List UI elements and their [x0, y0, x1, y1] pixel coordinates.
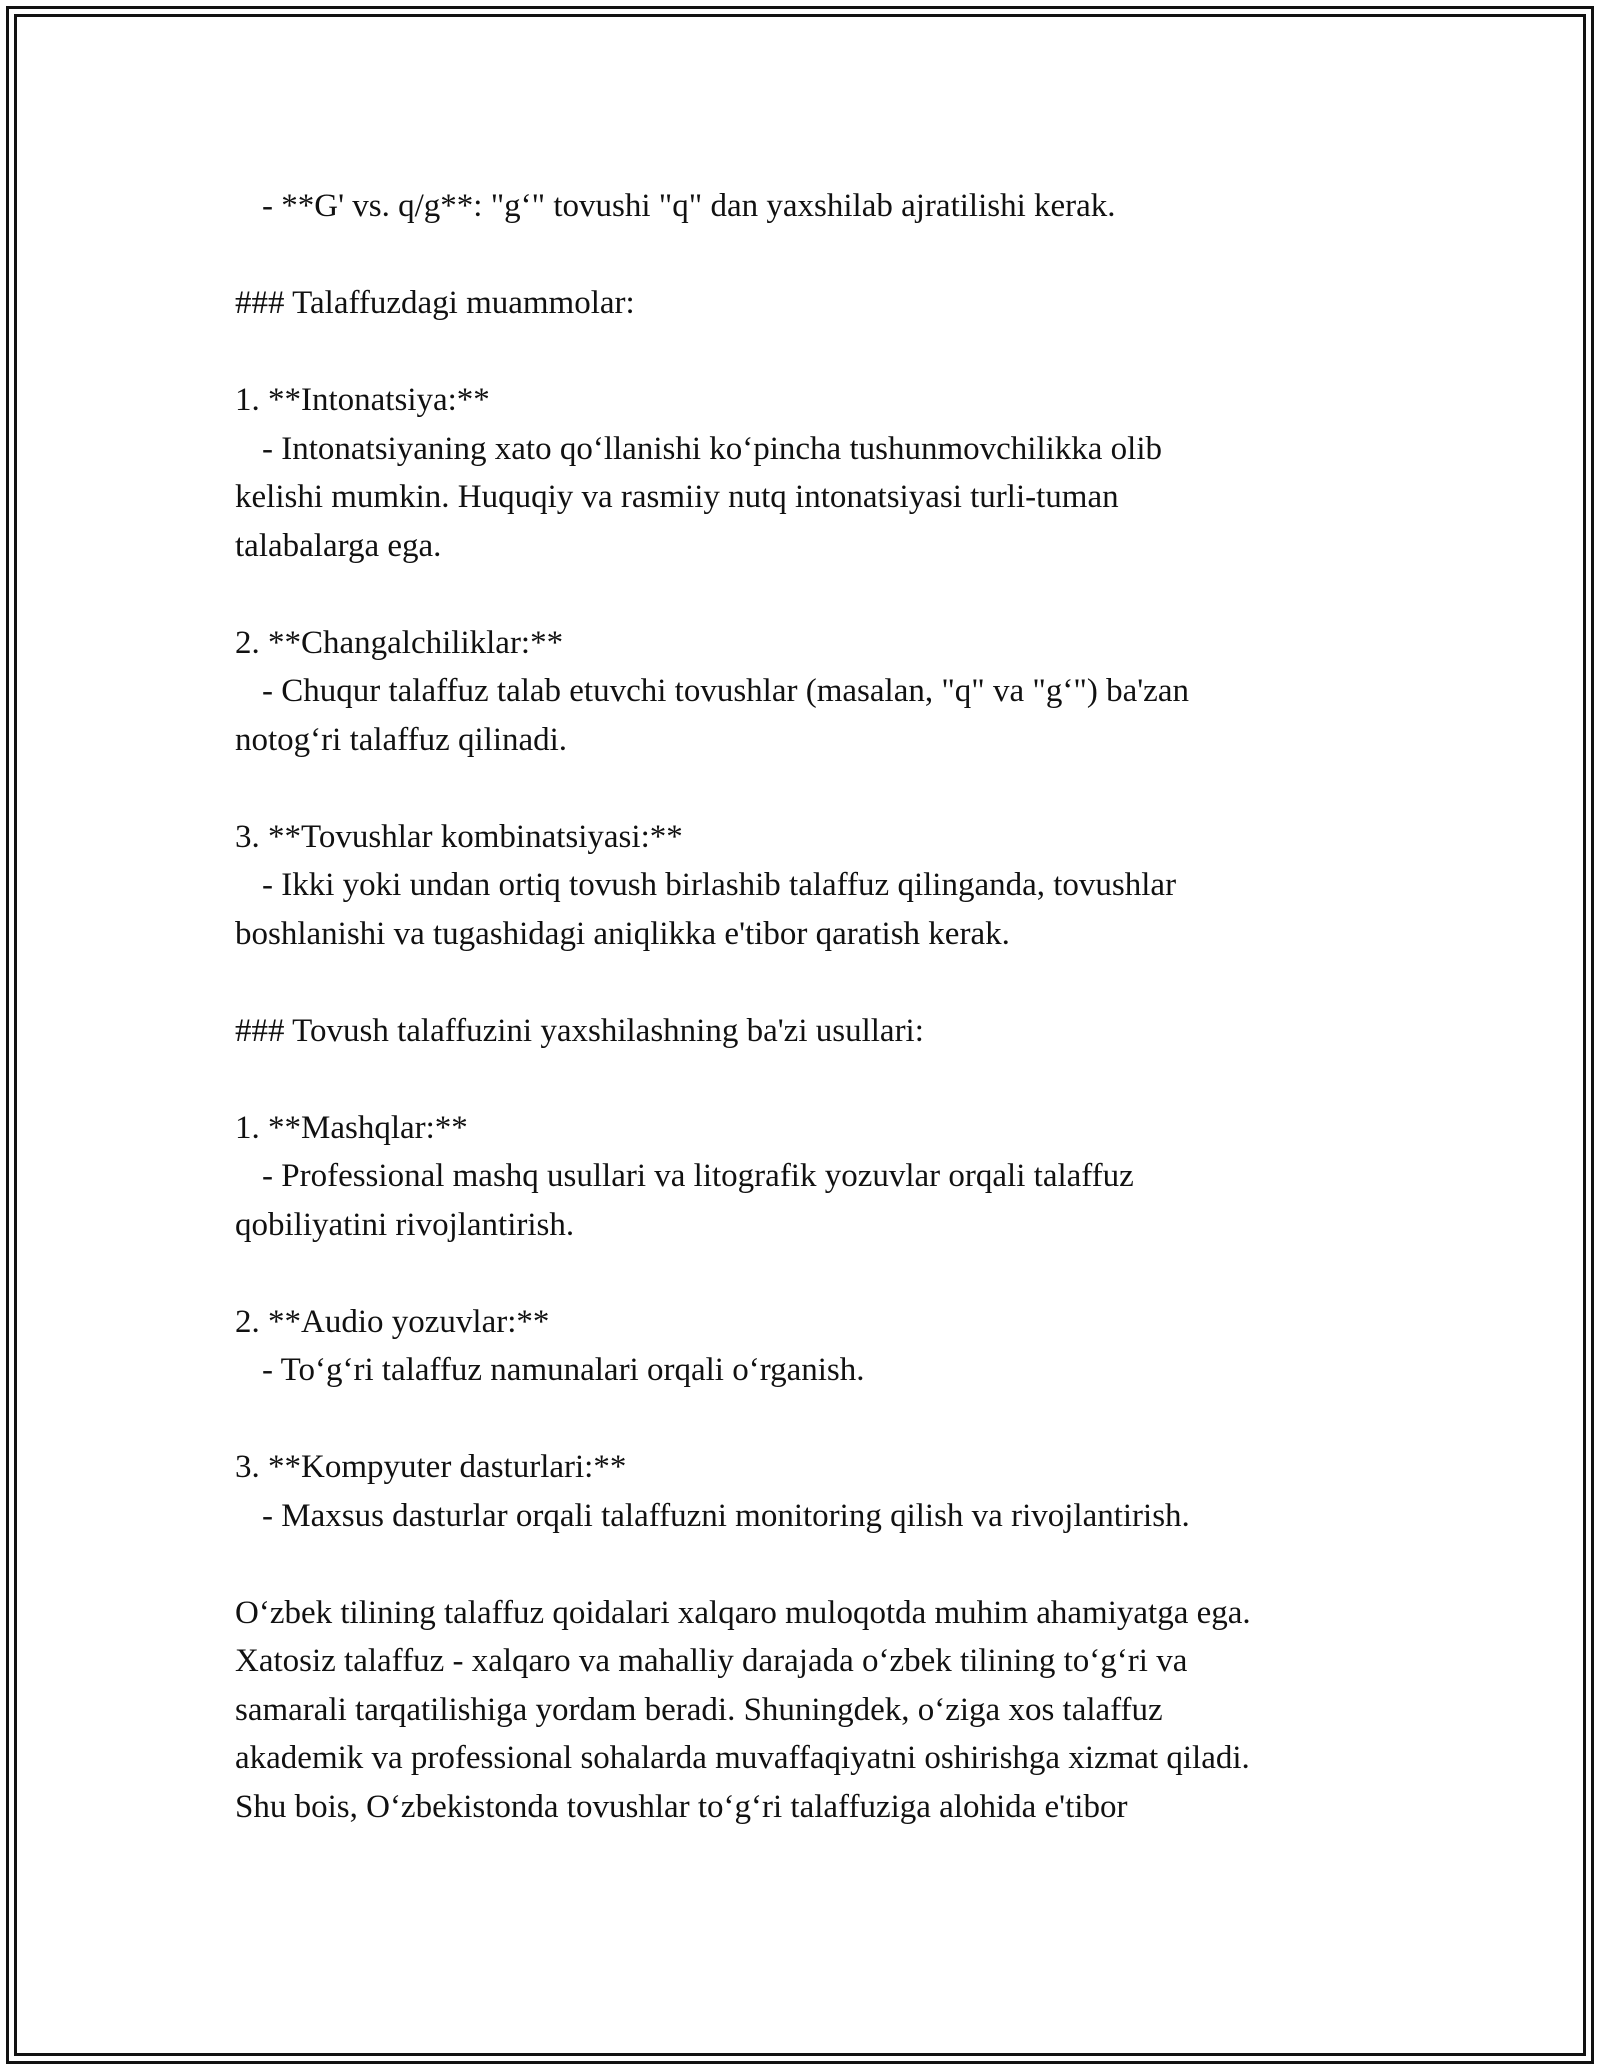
bullet-line: - Professional mashq usullari va litografik yozuvlar orqali talaffuz	[262, 1158, 1134, 1194]
bullet-line: - Intonatsiyaning xato qo‘llanishi ko‘pincha tushunmovchilikka olib	[262, 430, 1163, 467]
paragraph-line: Shu bois, O‘zbekistonda tovushlar to‘g‘ri talaffuziga alohida e'tibor	[235, 1788, 1128, 1825]
bullet-continuation: notog‘ri talaffuz qilinadi.	[235, 721, 568, 758]
bullet-continuation: kelishi mumkin. Huquqiy va rasmiiy nutq intonatsiyasi turli-tuman	[235, 479, 1119, 515]
numbered-item: 1. **Mashqlar:**	[235, 1109, 468, 1146]
numbered-item: 2. **Audio yozuvlar:**	[235, 1303, 550, 1340]
document-body	[235, 182, 1385, 1831]
numbered-item: 1. **Intonatsiya:**	[235, 382, 490, 418]
bullet-line: - **G' vs. q/g**: "g‘" tovushi "q" dan yaxshilab ajratilishi kerak.	[262, 188, 1116, 224]
bullet-line: - Ikki yoki undan ortiq tovush birlashib talaffuz qilinganda, tovushlar	[262, 867, 1177, 903]
section-heading: ### Talaffuzdagi muammolar:	[235, 285, 635, 321]
bullet-line: - Maxsus dasturlar orqali talaffuzni monitoring qilish va rivojlantirish.	[262, 1497, 1190, 1534]
paragraph-line: Xatosiz talaffuz - xalqaro va mahalliy darajada o‘zbek tilining to‘g‘ri va	[235, 1643, 1188, 1679]
paragraph-line: O‘zbek tilining talaffuz qoidalari xalqaro muloqotda muhim ahamiyatga ega.	[235, 1594, 1251, 1631]
paragraph-line: samarali tarqatilishiga yordam beradi. Shuningdek, o‘ziga xos talaffuz	[235, 1691, 1163, 1728]
numbered-item: 2. **Changalchiliklar:**	[235, 624, 564, 661]
bullet-continuation: talabalarga ega.	[235, 527, 442, 564]
bullet-line: - Chuqur talaffuz talab etuvchi tovushlar (masalan, "q" va "g‘") ba'zan	[262, 673, 1189, 709]
bullet-line: - To‘g‘ri talaffuz namunalari orqali o‘rganish.	[262, 1352, 865, 1388]
numbered-item: 3. **Kompyuter dasturlari:**	[235, 1449, 627, 1485]
section-heading: ### Tovush talaffuzini yaxshilashning ba'zi usullari:	[235, 1012, 924, 1049]
paragraph-line: akademik va professional sohalarda muvaffaqiyatni oshirishga xizmat qiladi.	[235, 1740, 1250, 1776]
bullet-continuation: qobiliyatini rivojlantirish.	[235, 1206, 575, 1243]
bullet-continuation: boshlanishi va tugashidagi aniqlikka e'tibor qaratish kerak.	[235, 915, 1010, 952]
numbered-item: 3. **Tovushlar kombinatsiyasi:**	[235, 818, 683, 855]
